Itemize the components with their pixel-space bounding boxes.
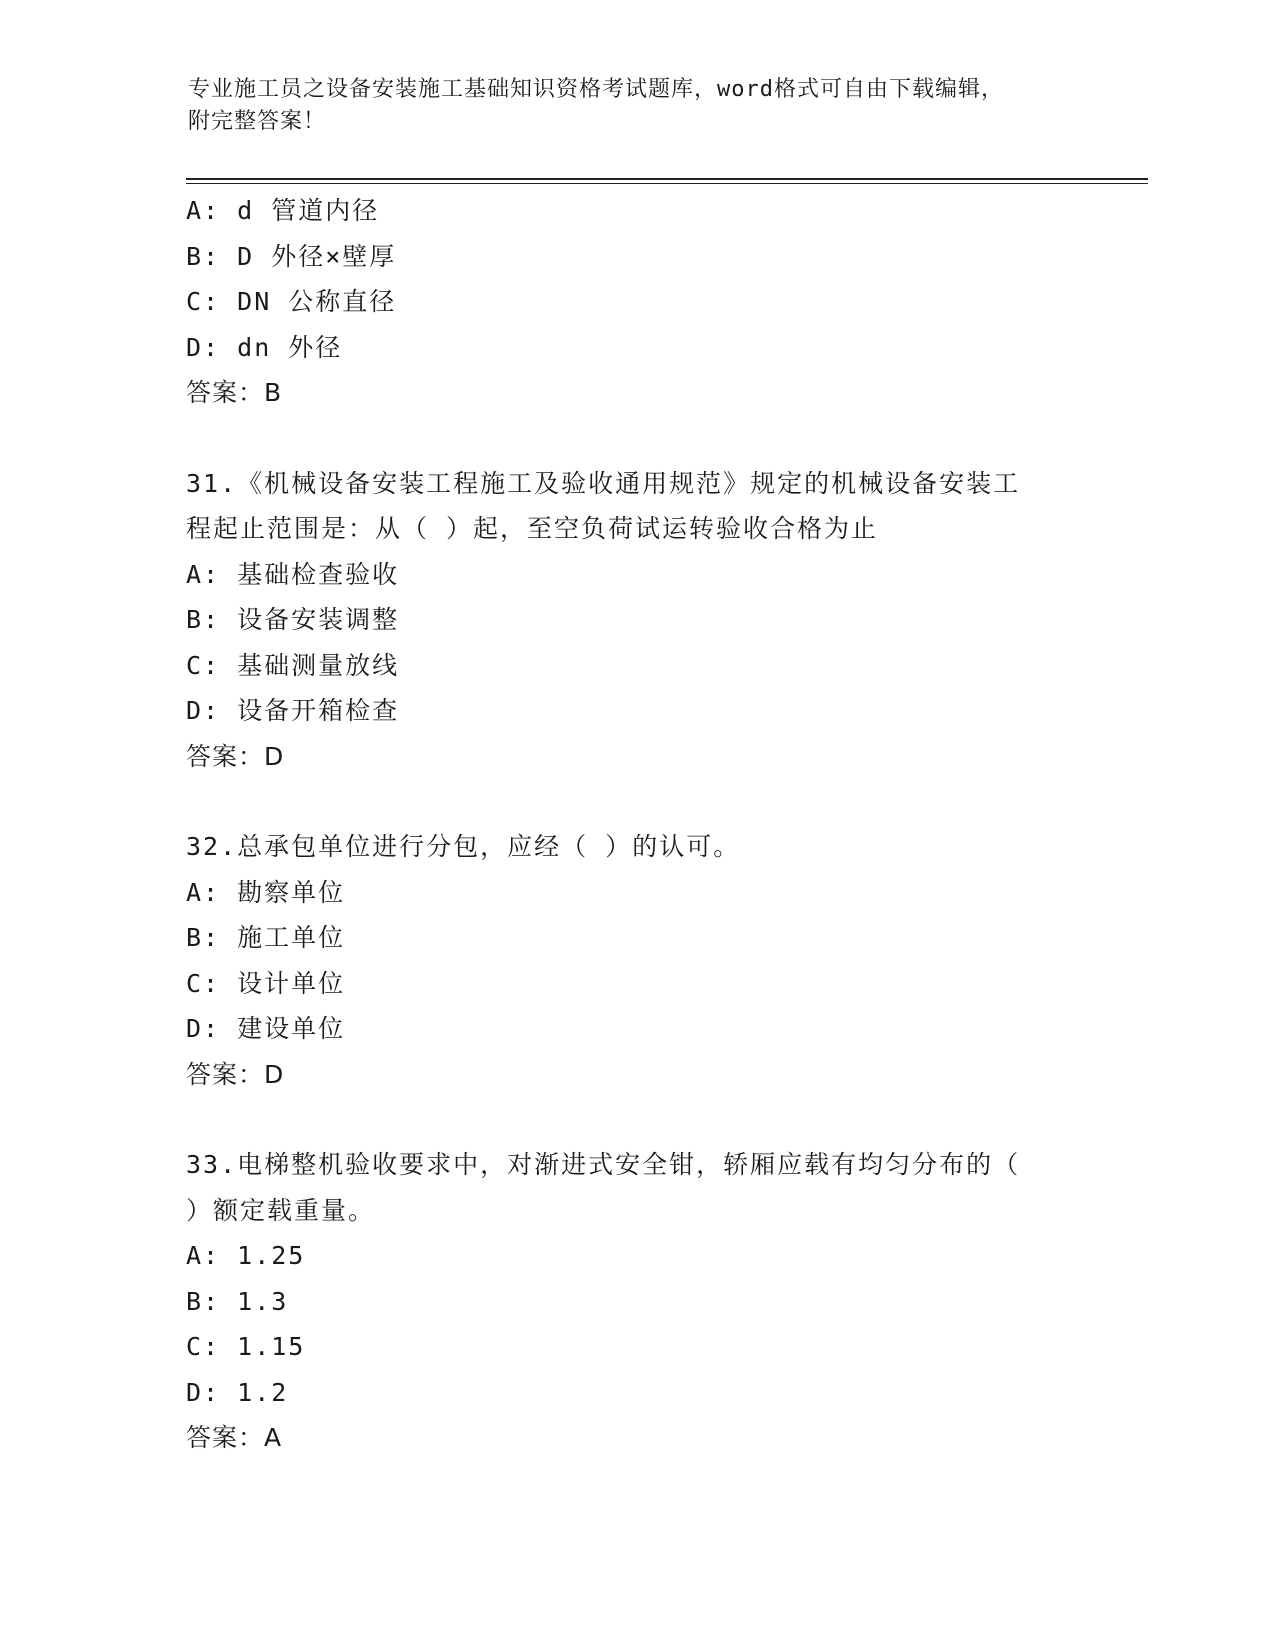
header-line-1: 专业施工员之设备安装施工基础知识资格考试题库，word格式可自由下载编辑，	[188, 77, 1004, 102]
header-divider-thin	[186, 183, 1148, 184]
option-b: B: D 外径×壁厚	[186, 241, 397, 271]
option-c: C: 基础测量放线	[186, 650, 400, 680]
question-list	[186, 188, 1086, 1461]
question-title-cont: 程起止范围是：从（ ）起，至空负荷试运转验收合格为止	[186, 514, 879, 543]
question-title: 33.电梯整机验收要求中，对渐进式安全钳，轿厢应载有均匀分布的（	[186, 1150, 1021, 1179]
answer: 答案：D	[186, 741, 285, 771]
question-title: 32.总承包单位进行分包，应经（ ）的认可。	[186, 832, 741, 861]
option-c: C: 1.15	[186, 1332, 306, 1361]
option-a: A: 基础检查验收	[186, 559, 400, 589]
option-d: D: 1.2	[186, 1377, 289, 1407]
option-d: D: 设备开箱检查	[186, 696, 400, 725]
answer: 答案：A	[186, 1423, 283, 1452]
question-32	[186, 824, 1086, 1097]
option-d: D: 建设单位	[186, 1014, 346, 1043]
option-b: B: 设备安装调整	[186, 605, 400, 634]
option-a: A: 1.25	[186, 1241, 306, 1270]
question-title-cont: ）额定载重量。	[186, 1195, 376, 1225]
document-header	[188, 74, 1088, 138]
option-c: C: 设计单位	[186, 968, 346, 998]
answer: 答案：D	[186, 1059, 285, 1089]
answer: 答案：B	[186, 378, 283, 407]
option-d: D: dn 外径	[186, 332, 343, 362]
option-b: B: 1.3	[186, 1286, 289, 1316]
header-line-2: 附完整答案！	[188, 109, 327, 134]
header-divider-thick	[186, 178, 1148, 180]
question-33	[186, 1142, 1086, 1461]
question-title: 31.《机械设备安装工程施工及验收通用规范》规定的机械设备安装工	[186, 468, 1021, 498]
question-30	[186, 188, 1086, 416]
option-a: A: 勘察单位	[186, 877, 346, 907]
option-c: C: DN 公称直径	[186, 287, 397, 316]
option-a: A: d 管道内径	[186, 196, 380, 225]
question-31	[186, 461, 1086, 780]
option-b: B: 施工单位	[186, 923, 346, 952]
